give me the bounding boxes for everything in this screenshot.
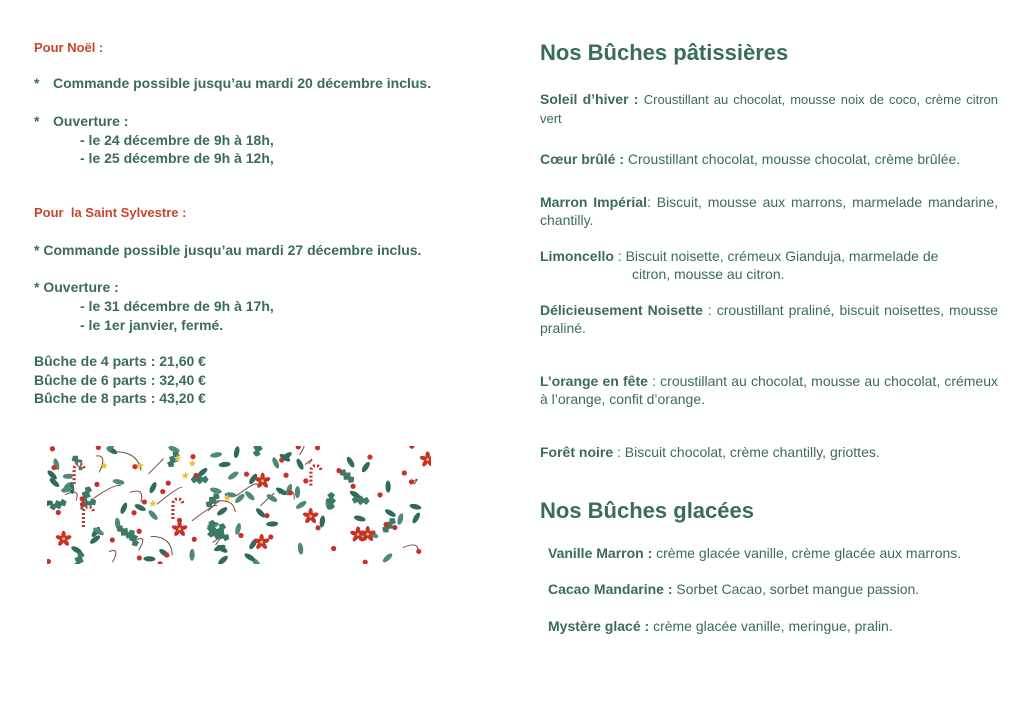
pattern-leaf xyxy=(216,506,229,517)
item-name: Limoncello xyxy=(540,248,614,264)
pattern-berry xyxy=(383,522,388,527)
pattern-berry xyxy=(166,481,171,486)
patissiere-item-marron xyxy=(540,193,998,229)
glacee-item-cacao xyxy=(548,581,919,597)
holly-pattern-image xyxy=(47,446,431,564)
pattern-berry xyxy=(131,510,136,515)
pattern-leaf xyxy=(396,513,404,526)
pattern-stem xyxy=(192,505,217,520)
item-desc: : croustillant au chocolat, mousse au chocolat, crémeux à l’orange, confit d’orange. xyxy=(540,373,999,407)
pattern-holly-leaf xyxy=(165,449,182,470)
pattern-berry xyxy=(51,465,56,470)
pattern-berry xyxy=(137,529,142,534)
pattern-leaf xyxy=(381,552,393,564)
pattern-stem xyxy=(305,459,312,464)
pattern-flower-center xyxy=(309,515,312,518)
price-4-parts: Bûche de 4 parts : 21,60 € xyxy=(34,353,206,369)
pattern-stem xyxy=(157,487,182,504)
item-desc: : Biscuit, mousse aux marrons, marmelade mandarine, chantilly. xyxy=(540,194,999,228)
pattern-stem xyxy=(130,491,142,502)
glacee-item-vanille xyxy=(548,545,961,561)
pattern-berry xyxy=(315,446,320,450)
item-desc: crème glacée vanille, crème glacée aux marrons. xyxy=(656,545,962,561)
pattern-berry xyxy=(402,470,407,475)
pattern-leaf xyxy=(295,486,300,498)
pattern-berry xyxy=(268,534,273,539)
patissiere-item-noisette xyxy=(540,301,998,337)
item-name: Forêt noire xyxy=(540,444,614,460)
price-8-parts: Bûche de 8 parts : 43,20 € xyxy=(34,390,206,406)
pattern-leaf xyxy=(112,478,125,485)
item-desc: : croustillant praliné, biscuit noisettes, mousse praliné. xyxy=(540,302,998,336)
item-desc: : Biscuit chocolat, crème chantilly, griottes. xyxy=(617,444,880,460)
pattern-berry xyxy=(264,513,269,518)
sylvestre-order-text: * Commande possible jusqu’au mardi 27 décembre inclus. xyxy=(34,242,422,258)
patissiere-item-limoncello xyxy=(540,247,998,283)
pattern-stem xyxy=(403,545,418,553)
pattern-leaf xyxy=(244,490,256,502)
sylvestre-open-label: * Ouverture : xyxy=(34,279,119,295)
pattern-berry xyxy=(336,468,341,473)
item-desc: Croustillant au chocolat, mousse noix de coco, crème citron vert xyxy=(540,92,998,126)
pattern-leaf xyxy=(119,502,129,515)
noel-open-star: * xyxy=(34,113,40,129)
pattern-leaf xyxy=(148,481,158,494)
pattern-leaf xyxy=(158,547,171,558)
pattern-star xyxy=(182,472,190,479)
sylvestre-heading: Pour la Saint Sylvestre : xyxy=(34,205,187,220)
pattern-flower-center xyxy=(260,541,263,544)
pattern-berry xyxy=(142,499,147,504)
item-desc-continued: citron, mousse au citron. xyxy=(632,266,785,282)
pattern-berry xyxy=(94,482,99,487)
pattern-berry xyxy=(50,446,55,451)
item-name: Cacao Mandarine : xyxy=(548,581,673,597)
pattern-berry xyxy=(193,473,198,478)
pattern-star xyxy=(188,460,196,467)
pattern-leaf xyxy=(189,549,194,561)
pattern-leaf xyxy=(345,456,356,469)
pattern-berry xyxy=(296,446,301,450)
pattern-berry xyxy=(137,555,142,560)
noel-open-label: Ouverture : xyxy=(53,113,129,129)
pattern-berry xyxy=(244,472,249,477)
pattern-berry xyxy=(238,533,243,538)
pattern-leaf xyxy=(385,481,390,493)
pattern-flower-center xyxy=(261,479,264,482)
pattern-berry xyxy=(132,464,137,469)
pattern-berry xyxy=(279,457,284,462)
pattern-berry xyxy=(164,552,169,557)
pattern-berry xyxy=(315,525,320,530)
noel-open-line-1: - le 24 décembre de 9h à 18h, xyxy=(80,132,274,148)
noel-open-line-2: - le 25 décembre de 9h à 12h, xyxy=(80,150,274,166)
item-name: Délicieusement Noisette xyxy=(540,302,703,318)
pattern-berry xyxy=(110,537,115,542)
pattern-berry xyxy=(160,489,165,494)
noel-order-text: Commande possible jusqu’au mardi 20 décembre inclus. xyxy=(53,75,432,91)
pattern-berry xyxy=(288,490,293,495)
pattern-berry xyxy=(409,446,414,449)
pattern-leaf xyxy=(147,509,159,521)
pattern-leaf xyxy=(297,542,304,555)
patissiere-item-orange xyxy=(540,372,998,408)
glacee-item-mystere xyxy=(548,618,893,634)
item-name: Mystère glacé : xyxy=(548,618,650,634)
pattern-leaf xyxy=(143,556,155,562)
pattern-berry xyxy=(416,549,421,554)
item-name: Vanille Marron : xyxy=(548,545,653,561)
pattern-berry xyxy=(80,502,85,507)
pattern-berry xyxy=(80,496,85,501)
patissieres-title: Nos Bûches pâtissières xyxy=(540,40,789,65)
pattern-leaf xyxy=(265,493,278,504)
item-desc: Croustillant chocolat, mousse chocolat, crème brûlée. xyxy=(627,151,961,167)
pattern-leaf xyxy=(210,451,223,458)
item-name: Cœur brûlé : xyxy=(540,151,624,167)
pattern-leaf xyxy=(271,456,281,469)
item-name: Soleil d’hiver : xyxy=(540,91,639,107)
pattern-stem xyxy=(96,456,103,473)
item-desc: Sorbet Cacao, sorbet mangue passion. xyxy=(676,581,920,597)
pattern-flower-center xyxy=(178,528,181,531)
pattern-berry xyxy=(367,454,372,459)
pattern-flower-center xyxy=(366,533,369,536)
noel-order-star: * xyxy=(34,75,40,91)
pattern-leaf xyxy=(295,458,305,471)
noel-heading: Pour Noël : xyxy=(34,40,104,55)
pattern-leaf xyxy=(233,446,240,459)
pattern-berry xyxy=(192,537,197,542)
pattern-flower-center xyxy=(62,537,65,540)
pattern-leaf xyxy=(227,470,240,481)
pattern-berry xyxy=(56,510,61,515)
pattern-berry xyxy=(190,454,195,459)
pattern-berry xyxy=(47,559,51,564)
item-name: L’orange en fête xyxy=(540,373,648,389)
pattern-star xyxy=(149,500,157,507)
pattern-leaf xyxy=(295,499,308,510)
pattern-berry xyxy=(392,525,397,530)
item-desc: crème glacée vanille, meringue, pralin. xyxy=(653,618,893,634)
pattern-leaf xyxy=(360,461,371,474)
pattern-holly-leaf xyxy=(251,446,265,458)
sylvestre-open-line-2: - le 1er janvier, fermé. xyxy=(80,317,224,333)
pattern-stem xyxy=(148,459,163,474)
pattern-stem xyxy=(93,485,120,498)
pattern-leaf xyxy=(411,511,422,524)
patissiere-item-soleil xyxy=(540,90,998,128)
pattern-berry xyxy=(96,446,101,450)
pattern-berry xyxy=(157,561,162,564)
holly-pattern-svg xyxy=(47,446,431,564)
pattern-leaf xyxy=(409,503,422,511)
pattern-holly-leaf xyxy=(191,474,209,484)
pattern-leaf xyxy=(353,514,366,522)
patissiere-item-coeur xyxy=(540,150,998,168)
pattern-leaf xyxy=(266,521,278,527)
pattern-berry xyxy=(303,478,308,483)
pattern-leaf xyxy=(384,508,397,519)
pattern-berry xyxy=(283,473,288,478)
pattern-leaf xyxy=(209,487,222,495)
sylvestre-open-line-1: - le 31 décembre de 9h à 17h, xyxy=(80,298,274,314)
price-6-parts: Bûche de 6 parts : 32,40 € xyxy=(34,372,206,388)
pattern-leaf xyxy=(319,515,326,528)
pattern-stem xyxy=(109,551,116,563)
item-name: Marron Impérial xyxy=(540,194,647,210)
pattern-berry xyxy=(378,492,383,497)
pattern-berry xyxy=(363,560,368,564)
pattern-leaf xyxy=(218,461,230,467)
patissiere-item-foret xyxy=(540,443,998,461)
glacees-title: Nos Bûches glacées xyxy=(540,498,754,523)
pattern-holly-leaf xyxy=(326,492,336,510)
pattern-flower-center xyxy=(426,458,429,461)
pattern-berry xyxy=(350,484,355,489)
pattern-leaf xyxy=(217,554,229,564)
pattern-stem xyxy=(213,539,220,545)
pattern-flower-center xyxy=(357,533,360,536)
item-desc: : Biscuit noisette, crémeux Gianduja, marmelade de xyxy=(617,248,939,264)
pattern-berry xyxy=(331,546,336,551)
pattern-berry xyxy=(409,479,414,484)
